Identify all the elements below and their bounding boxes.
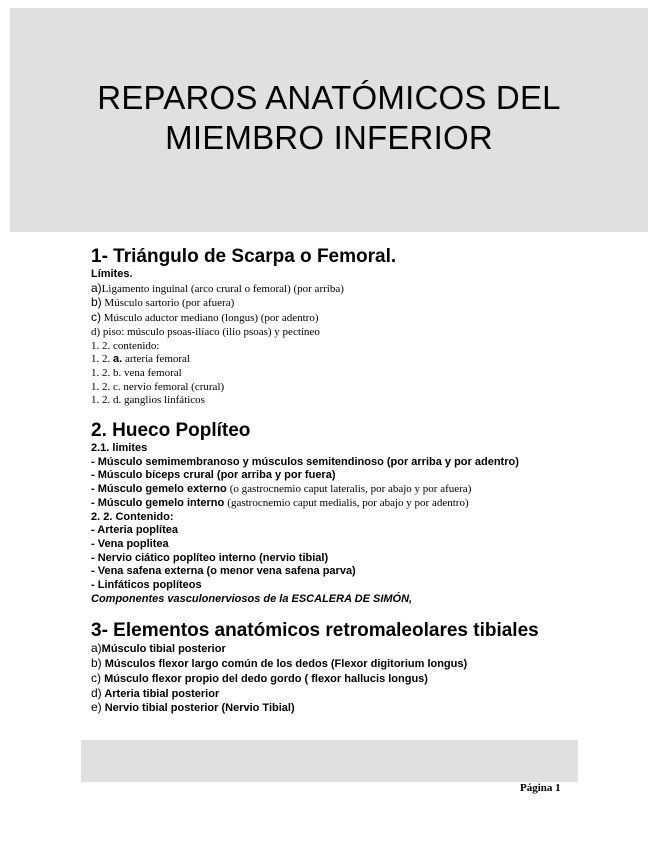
list-item bbox=[91, 672, 591, 687]
list-item bbox=[91, 497, 591, 511]
list-item: - Nervio ciático poplíteo interno (nervio tibial) bbox=[91, 551, 329, 564]
item-label: e) bbox=[91, 700, 102, 715]
list-item: 1. 2. d. ganglios linfáticos bbox=[91, 394, 205, 407]
section-2-note: Componentes vasculonerviosos de la ESCALERA DE SIMÓN, bbox=[91, 592, 413, 605]
list-item: - Arteria poplítea bbox=[91, 524, 178, 537]
list-item: d) piso: músculo psoas-ilíaco (ilio psoas) y pectíneo bbox=[91, 325, 320, 338]
item-text: - Músculo gemelo externo bbox=[91, 483, 227, 496]
list-item bbox=[91, 701, 591, 716]
item-text: arteria femoral bbox=[124, 353, 190, 366]
item-text: Músculo aductor mediano (longus) (por adentro) bbox=[103, 312, 319, 325]
section-2-list bbox=[91, 442, 591, 606]
item-label: c) bbox=[91, 310, 101, 325]
list-item: 1. 2. b. vena femoral bbox=[91, 366, 182, 379]
page-number: Página 1 bbox=[520, 782, 561, 794]
item-text: Músculo flexor propio del dedo gordo ( flexor hallucis longus) bbox=[104, 672, 428, 685]
section-1-limits-label: Límites. bbox=[91, 268, 133, 280]
title-line-1: REPAROS ANATÓMICOS DEL bbox=[97, 79, 561, 116]
list-item bbox=[91, 657, 591, 672]
item-letter: a. bbox=[113, 353, 123, 366]
list-item bbox=[91, 642, 591, 657]
list-item: - Vena safena externa (o menor vena safena parva) bbox=[91, 565, 356, 578]
section-3-heading: 3- Elementos anatómicos retromaleolares tibiales bbox=[91, 620, 539, 642]
document-body bbox=[91, 246, 591, 716]
list-item: - Músculo bíceps crural (por arriba y por fuera) bbox=[91, 469, 336, 482]
item-text: Músculo sartorio (por afuera) bbox=[104, 297, 235, 310]
list-item: - Músculo semimembranoso y músculos semitendinoso (por arriba y por adentro) bbox=[91, 455, 519, 468]
section-1-list bbox=[91, 268, 591, 408]
item-text: Nervio tibial posterior (Nervio Tibial) bbox=[104, 702, 295, 715]
item-text: Músculo tibial posterior bbox=[101, 643, 226, 656]
section-2-heading: 2. Hueco Poplíteo bbox=[91, 420, 251, 442]
item-note: (gastrocnemio caput medialis, por abajo y por adentro) bbox=[227, 496, 469, 509]
item-prefix: 1. 2. bbox=[91, 353, 111, 366]
title-line-2: MIEMBRO INFERIOR bbox=[165, 119, 493, 156]
document-title bbox=[10, 78, 648, 158]
item-note: (o gastrocnemio caput lateralis, por abajo y por afuera) bbox=[229, 483, 472, 496]
item-label: a) bbox=[91, 641, 102, 656]
item-label: c) bbox=[91, 670, 101, 685]
list-item bbox=[91, 353, 591, 367]
section-2-content-label: 2. 2. Contenido: bbox=[91, 510, 174, 523]
section-2-limits-label: 2.1. limites bbox=[91, 442, 148, 455]
list-item bbox=[91, 311, 591, 326]
section-3-list bbox=[91, 642, 591, 716]
list-item bbox=[91, 687, 591, 702]
item-text: Ligamento inguinal (arco crural o femoral) (por arriba) bbox=[101, 282, 344, 295]
list-item: 1. 2. contenido: bbox=[91, 339, 160, 352]
footer-band bbox=[81, 740, 578, 782]
item-text: - Músculo gemelo interno bbox=[91, 496, 225, 509]
list-item: 1. 2. c. nervio femoral (crural) bbox=[91, 380, 225, 393]
item-label: b) bbox=[91, 656, 102, 671]
list-item bbox=[91, 296, 591, 311]
item-text: Arteria tibial posterior bbox=[104, 687, 220, 700]
item-label: a) bbox=[91, 280, 102, 295]
item-label: d) bbox=[91, 685, 102, 700]
list-item bbox=[91, 282, 591, 297]
list-item: - Vena poplitea bbox=[91, 537, 169, 550]
list-item bbox=[91, 483, 591, 497]
section-1-heading: 1- Triángulo de Scarpa o Femoral. bbox=[91, 246, 397, 267]
list-item: - Linfáticos poplíteos bbox=[91, 579, 202, 592]
item-label: b) bbox=[91, 295, 102, 310]
item-text: Músculos flexor largo común de los dedos (Flexor digitorium longus) bbox=[104, 658, 468, 671]
